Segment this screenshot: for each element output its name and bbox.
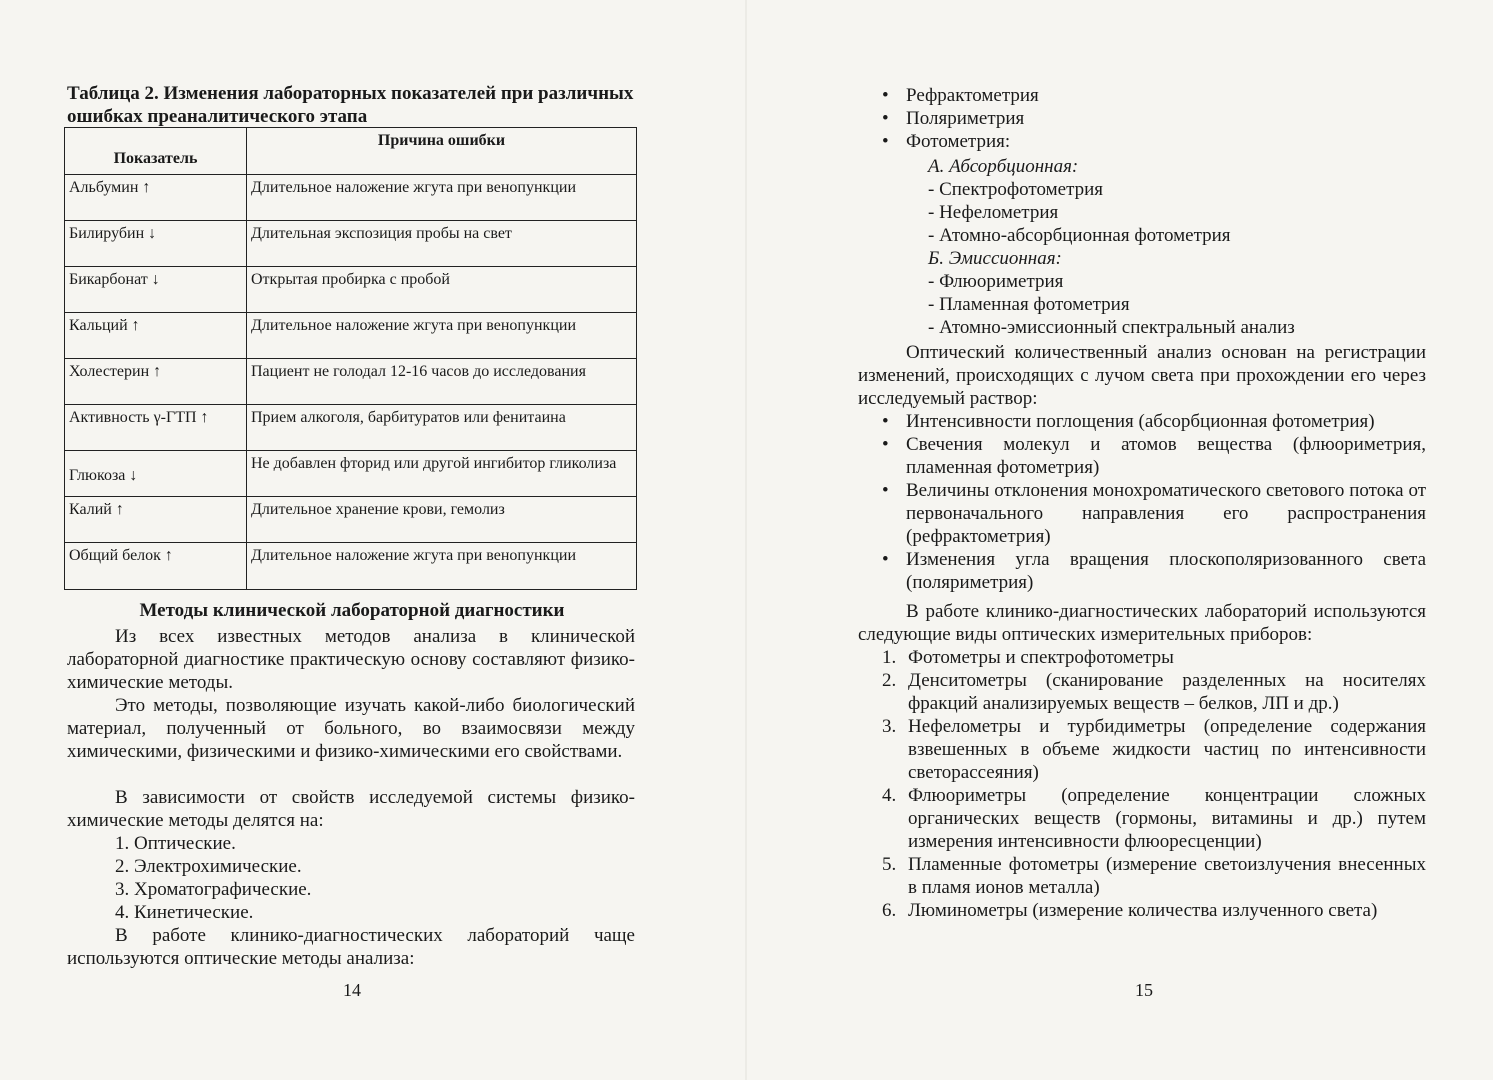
cause-cell: Не добавлен фторид или другой ингибитор гликолиза	[247, 451, 637, 497]
table-title: Таблица 2. Изменения лабораторных показателей при различных ошибках преаналитического этапа	[67, 83, 634, 127]
indicator-cell: Альбумин ↑	[65, 175, 247, 221]
list-item: - Нефелометрия	[928, 202, 1059, 223]
item-number: 6.	[882, 900, 897, 921]
paragraph: Из всех известных методов анализа в клинической лабораторной диагностике практическую основу составляют физико-химические методы.	[67, 626, 635, 693]
instruments-list	[882, 646, 1426, 922]
item-text: Пламенные фотометры (измерение светоизлучения внесенных в пламя ионов металла)	[908, 854, 1426, 898]
list-item	[882, 715, 1426, 784]
cause-cell: Длительная экспозиция пробы на свет	[247, 221, 637, 267]
list-item: - Атомно-эмиссионный спектральный анализ	[928, 317, 1295, 338]
item-number: 5.	[882, 854, 897, 875]
item-text: Фотометры и спектрофотометры	[908, 647, 1174, 668]
list-item	[882, 853, 1426, 899]
list-item: 2. Электрохимические.	[115, 856, 302, 877]
paragraph: Это методы, позволяющие изучать какой-либо биологический материал, полученный от больного, во взаимосвязи между химическими, физическими и физико-химическими его свойствами.	[67, 695, 635, 762]
cause-cell: Открытая пробирка с пробой	[247, 267, 637, 313]
cause-cell: Длительное наложение жгута при венопункции	[247, 313, 637, 359]
list-item: - Атомно-абсорбционная фотометрия	[928, 225, 1231, 246]
table-row	[65, 221, 637, 267]
list-item	[882, 899, 1426, 922]
indicator-cell: Холестерин ↑	[65, 359, 247, 405]
list-item: - Флюориметрия	[928, 271, 1064, 292]
bullet-item: • Рефрактометрия	[882, 84, 1442, 107]
cause-cell: Длительное наложение жгута при венопункции	[247, 543, 637, 590]
header-cause: Причина ошибки	[247, 128, 637, 175]
list-item: - Спектрофотометрия	[928, 179, 1104, 200]
cause-cell: Длительное наложение жгута при венопункции	[247, 175, 637, 221]
item-number: 2.	[882, 670, 897, 691]
list-item: 3. Хроматографические.	[115, 879, 312, 900]
indicator-cell: Билирубин ↓	[65, 221, 247, 267]
item-text: Денситометры (сканирование разделенных на носителях фракций анализируемых веществ – белков, ЛП и др.)	[908, 670, 1426, 714]
table-row	[65, 405, 637, 451]
paragraph: В зависимости от свойств исследуемой системы физико-химические методы делятся на:	[67, 787, 635, 831]
page-number: 15	[1135, 980, 1153, 1000]
absorption-group	[928, 155, 1295, 339]
bullet-item: • Поляриметрия	[882, 107, 1442, 130]
item-text: Флюориметры (определение концентрации сложных органических веществ (гормоны, витамины и др.) путем измерения интенсивности флюоресценции)	[908, 785, 1426, 852]
bullet-item: • Интенсивности поглощения (абсорбционная фотометрия)	[882, 410, 1426, 433]
bullet-item: • Величины отклонения монохроматического светового потока от первоначального направления его распространения (рефрактометрия)	[882, 479, 1426, 548]
table-row	[65, 359, 637, 405]
bullet-item: • Изменения угла вращения плоскополяризованного света (поляриметрия)	[882, 548, 1426, 594]
table-row	[65, 267, 637, 313]
bullet-item: • Фотометрия:	[882, 130, 1442, 153]
page-number: 14	[343, 980, 361, 1000]
item-text: Нефелометры и турбидиметры (определение содержания взвешенных в объеме жидкости частиц по интенсивности светорассеяния)	[908, 716, 1426, 783]
paragraph: В работе клинико-диагностических лабораторий чаще используются оптические методы анализа:	[67, 925, 635, 969]
indicator-cell: Глюкоза ↓	[65, 451, 247, 497]
indicator-cell: Бикарбонат ↓	[65, 267, 247, 313]
section-title: Методы клинической лабораторной диагностики	[139, 600, 565, 621]
table-row	[65, 451, 637, 497]
list-item: 4. Кинетические.	[115, 902, 254, 923]
measurement-bullets	[882, 410, 1426, 594]
paragraph: В работе клинико-диагностических лабораторий используются следующие виды оптических измерительных приборов:	[858, 601, 1426, 645]
table-header-row	[65, 128, 637, 175]
table-row	[65, 313, 637, 359]
item-text: Люминометры (измерение количества излученного света)	[908, 900, 1378, 921]
list-item	[882, 646, 1426, 669]
item-number: 3.	[882, 716, 897, 737]
list-item: 1. Оптические.	[115, 833, 236, 854]
list-item	[882, 669, 1426, 715]
methods-list	[115, 832, 311, 924]
paragraph: Оптический количественный анализ основан на регистрации изменений, происходящих с лучом света при прохождении его через исследуемый раствор:	[858, 342, 1426, 409]
indicator-cell: Калий ↑	[65, 497, 247, 543]
table-row	[65, 497, 637, 543]
lab-errors-table	[64, 127, 637, 590]
left-page	[0, 0, 746, 1080]
item-number: 1.	[882, 647, 897, 668]
emission-title: Б. Эмиссионная:	[928, 248, 1062, 269]
indicator-cell: Общий белок ↑	[65, 543, 247, 590]
right-page	[746, 0, 1493, 1080]
indicator-cell: Кальций ↑	[65, 313, 247, 359]
header-indicator: Показатель	[65, 128, 247, 175]
list-item	[882, 784, 1426, 853]
bullet-item: • Свечения молекул и атомов вещества (флюориметрия, пламенная фотометрия)	[882, 433, 1426, 479]
methods-bullets	[882, 84, 1442, 153]
item-number: 4.	[882, 785, 897, 806]
cause-cell: Пациент не голодал 12-16 часов до исследования	[247, 359, 637, 405]
list-item: - Пламенная фотометрия	[928, 294, 1130, 315]
indicator-cell: Активность γ-ГТП ↑	[65, 405, 247, 451]
cause-cell: Прием алкоголя, барбитуратов или фенитаина	[247, 405, 637, 451]
cause-cell: Длительное хранение крови, гемолиз	[247, 497, 637, 543]
absorption-title: А. Абсорбционная:	[928, 156, 1079, 177]
table-row	[65, 175, 637, 221]
table-row	[65, 543, 637, 590]
